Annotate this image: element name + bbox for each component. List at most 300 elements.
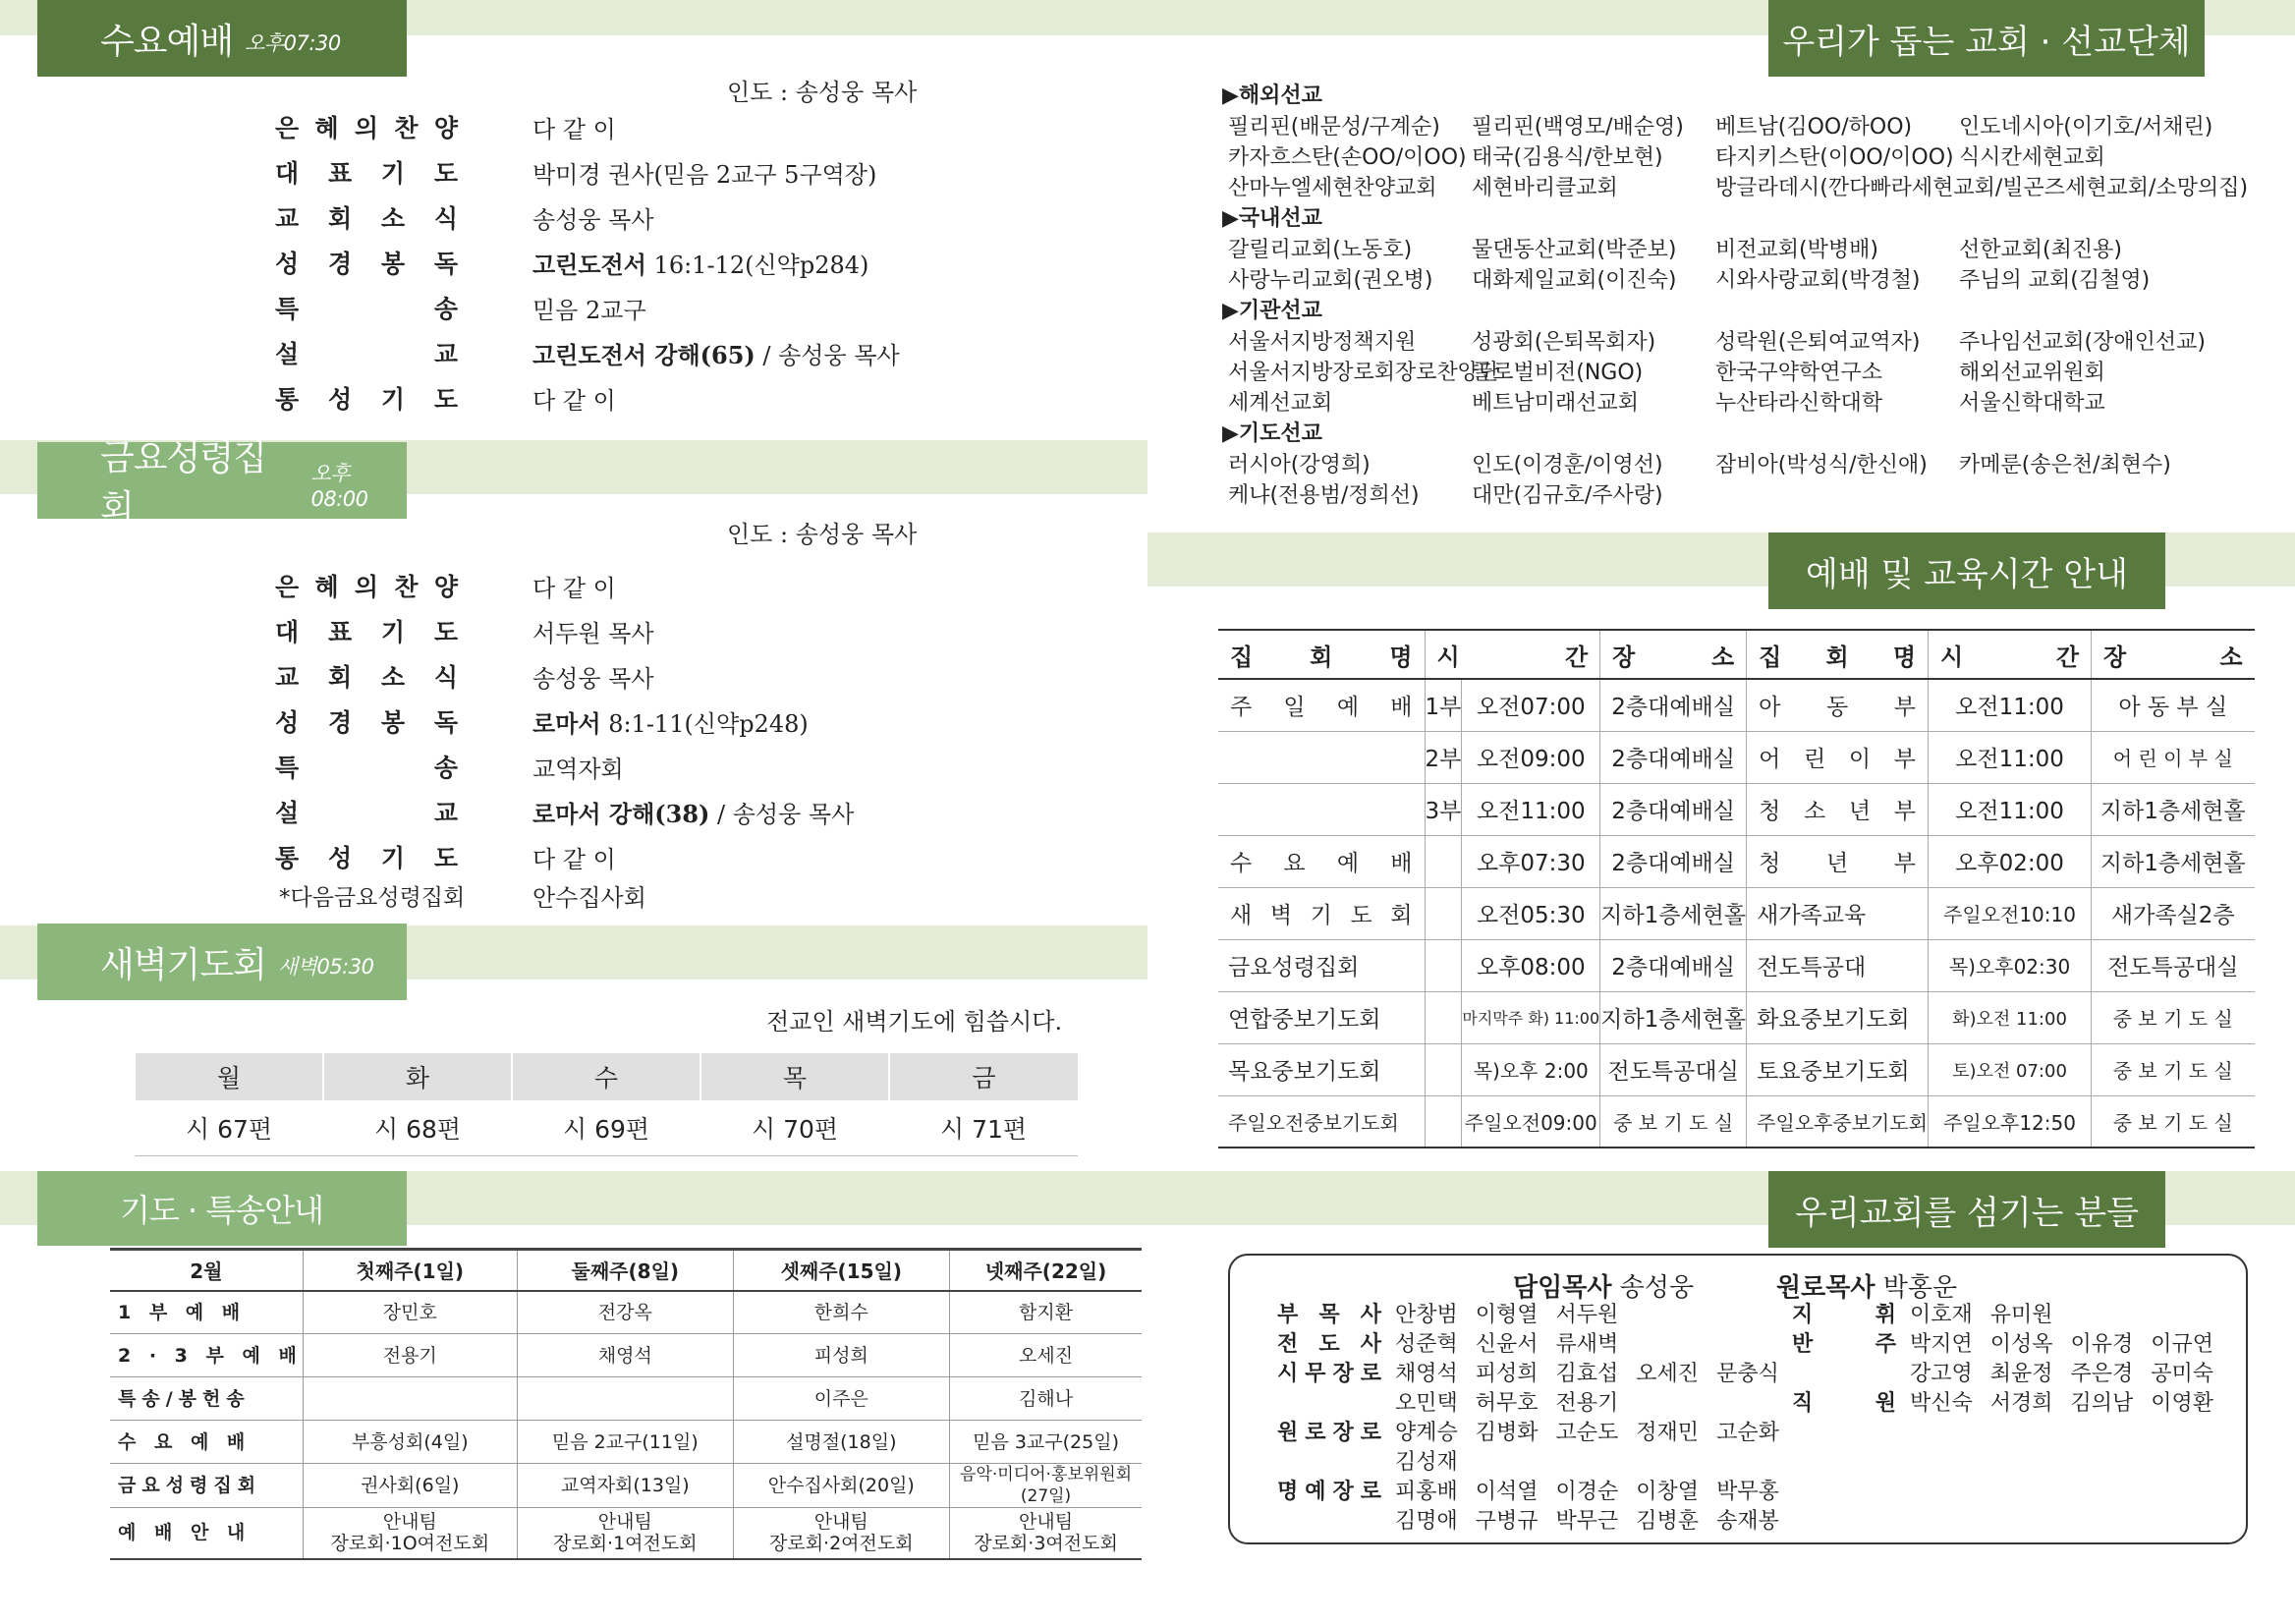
schedule-cell: 오전07:00 (1462, 679, 1600, 731)
schedule-cell: 오전11:00 (1929, 783, 2092, 835)
mission-line (1222, 112, 2295, 142)
cell-text (1218, 845, 1425, 877)
mission-item: 성락원(은퇴여교역자) (1715, 330, 1921, 355)
staff-name: 박무홍 (1716, 1480, 1779, 1504)
table-row (110, 1421, 1142, 1464)
label-char: 소 (380, 663, 406, 692)
staff-name: 이호재 (1910, 1303, 1973, 1327)
mission-item: 서울서지방정책지원 (1228, 330, 1417, 355)
day-header: 수 (512, 1053, 700, 1100)
header-text (1929, 638, 2091, 672)
cell-char: 예 (1336, 851, 1360, 876)
order-value: 고린도전서 강해(65) / 송성웅 목사 (532, 340, 900, 369)
schedule-cell (1425, 991, 1462, 1043)
order-label (275, 613, 458, 648)
schedule-cell: 오후08:00 (1462, 939, 1600, 991)
cell-line: 음악·미디어·홍보위원회 (960, 1465, 1133, 1484)
assignment-cell: 전용기 (303, 1334, 517, 1377)
assignment-cell: 채영석 (517, 1334, 733, 1377)
assignment-cell: 안수집사회(20일) (733, 1464, 949, 1508)
schedule-cell: 오전05:30 (1462, 887, 1600, 939)
staff-name: 전용기 (1555, 1391, 1619, 1416)
header-char: 장 (2103, 643, 2127, 671)
staff-name: 김병화 (1475, 1421, 1539, 1445)
label-char: 은 (275, 114, 300, 142)
label-char: 경 (327, 708, 353, 737)
staff-row (1792, 1389, 2231, 1419)
staff-label (1792, 1301, 1896, 1330)
section-time: 오후08:00 (310, 462, 368, 511)
schedule-header (2092, 630, 2255, 679)
schedule-cell: 화요중보기도회 (1747, 991, 1929, 1043)
schedule-cell: 금요성령집회 (1218, 939, 1425, 991)
label-char: 기 (380, 618, 406, 646)
staff-label (1277, 1419, 1381, 1448)
order-label (275, 839, 458, 874)
label-char: 장 (1332, 1480, 1354, 1504)
schedule-cell: 주일오전중보기도회 (1218, 1095, 1425, 1148)
staff-label (1792, 1330, 1896, 1360)
header-char: 명 (1892, 643, 1916, 671)
staff-names (1910, 1360, 2231, 1389)
schedule-table (1218, 629, 2255, 1148)
schedule-cell: 2부 (1425, 731, 1462, 783)
schedule-cell (1218, 887, 1425, 939)
week-header: 첫째주(1일) (303, 1250, 517, 1291)
staff-name: 주은경 (2070, 1362, 2134, 1386)
order-label (275, 658, 458, 694)
order-row (275, 789, 1022, 834)
friday-order (275, 563, 1022, 879)
staff-name: 류새벽 (1555, 1332, 1619, 1357)
schedule-cell: 3부 (1425, 783, 1462, 835)
schedule-cell: 토)오전 07:00 (1929, 1043, 2092, 1095)
sermon-title: 로마서 강해(38) (532, 799, 710, 828)
order-row (275, 195, 1022, 240)
staff-label (1277, 1448, 1381, 1478)
staff-name: 강고영 (1910, 1362, 1973, 1386)
order-label (275, 109, 458, 144)
label-char: 명 (1277, 1480, 1299, 1504)
label-char: 독 (433, 250, 458, 278)
staff-names (1395, 1330, 1636, 1360)
staff-name: 이규연 (2151, 1332, 2214, 1357)
label-char: 독 (433, 708, 458, 737)
header-char: 소 (1710, 643, 1735, 671)
scripture-book: 로마서 (532, 708, 601, 738)
emeritus-pastor (1776, 1267, 1957, 1304)
reading-cell: 시 70편 (700, 1100, 889, 1155)
staff-names (1910, 1330, 2231, 1360)
label-char: 도 (433, 385, 458, 414)
staff-label (1277, 1478, 1381, 1507)
mission-line (1222, 327, 2295, 358)
staff-box (1228, 1254, 2248, 1544)
label-char: 표 (327, 159, 353, 188)
label-char: 전 (1277, 1332, 1299, 1357)
table-row (1218, 783, 2255, 835)
mission-item: 주나임선교회(장애인선교) (1959, 330, 2206, 355)
schedule-cell: 목)오후02:30 (1929, 939, 2092, 991)
staff-name: 피홍배 (1395, 1480, 1458, 1504)
label-char: 성 (327, 844, 353, 872)
order-label (275, 154, 458, 190)
label-char: 무 (1305, 1362, 1326, 1386)
staff-name: 양계승 (1395, 1421, 1458, 1445)
mission-category: ▶해외선교 (1222, 84, 1322, 108)
header-char: 간 (2055, 643, 2080, 671)
cell-char: 아 (1759, 695, 1781, 721)
table-row (110, 1464, 1142, 1508)
header-char: 소 (2219, 643, 2243, 671)
cell-text (1747, 741, 1928, 773)
staff-name: 문충식 (1716, 1362, 1779, 1386)
mission-item: 케냐(전용범/정희선) (1228, 483, 1420, 508)
schedule-cell (1425, 1043, 1462, 1095)
header-text (1426, 638, 1600, 672)
staff-name: 고순화 (1716, 1421, 1779, 1445)
staff-name: 이석열 (1475, 1480, 1539, 1504)
staff-row (1792, 1330, 2231, 1360)
staff-row (1277, 1389, 1797, 1419)
schedule-cell: 주일오전09:00 (1462, 1095, 1600, 1148)
mission-line (1222, 235, 2295, 265)
mission-line (1222, 388, 2295, 419)
label-char: 성 (275, 250, 300, 278)
table-row (110, 1291, 1142, 1334)
reading-cell: 시 67편 (135, 1100, 323, 1155)
label-char: 찬 (394, 114, 419, 142)
order-row (275, 149, 1022, 195)
label-char: 표 (327, 618, 353, 646)
order-label (275, 290, 458, 325)
label-char: 양 (433, 114, 458, 142)
staff-name: 서두원 (1555, 1303, 1619, 1327)
schedule-cell: 중 보 기 도 실 (1600, 1095, 1747, 1148)
staff-name: 채영석 (1395, 1362, 1458, 1386)
row-label: 금요성령집회 (110, 1464, 303, 1508)
order-label (275, 199, 458, 235)
cell-char: 청 (1759, 851, 1781, 876)
senior-pastor (1513, 1267, 1694, 1304)
schedule-cell (1218, 731, 1425, 783)
order-value: 다 같 이 (532, 845, 616, 873)
cell-char: 예 (1336, 695, 1360, 721)
cell-char: 년 (1848, 799, 1872, 824)
staff-names (1395, 1478, 1797, 1507)
order-value: 송성웅 목사 (532, 664, 654, 693)
label-char: 원 (1277, 1421, 1299, 1445)
staff-name: 정재민 (1636, 1421, 1700, 1445)
order-value: 다 같 이 (532, 386, 616, 415)
staff-names (1910, 1301, 2071, 1330)
label-char: 반 (1792, 1332, 1814, 1357)
label-char: 송 (433, 295, 458, 323)
cell-line: 안내팀 (597, 1511, 652, 1534)
cell-text (1747, 793, 1928, 825)
label-char: 설 (275, 340, 300, 368)
assignment-cell: 믿음 2교구(11일) (517, 1421, 733, 1464)
staff-name: 김효섭 (1555, 1362, 1619, 1386)
header-char: 집 (1230, 643, 1254, 671)
staff-label (1277, 1507, 1381, 1537)
staff-name: 송재봉 (1716, 1509, 1779, 1534)
schedule-cell: 토요중보기도회 (1747, 1043, 1929, 1095)
mission-item: 갈릴리교회(노동호) (1228, 238, 1413, 262)
mission-item (2226, 173, 2295, 203)
staff-name: 오세진 (1636, 1362, 1700, 1386)
order-value: 교역자회 (532, 755, 624, 783)
cell-char: 배 (1390, 695, 1413, 721)
mission-item: 서울신학대학교 (1959, 391, 2105, 416)
staff-label (1277, 1360, 1381, 1389)
service-leader: 인도 : 송성웅 목사 (727, 79, 918, 106)
label-char: 회 (327, 663, 353, 692)
assignment-cell (303, 1377, 517, 1421)
assignment-cell: 권사회(6일) (303, 1464, 517, 1508)
label-char: 송 (433, 754, 458, 782)
right-page (1148, 0, 2295, 1624)
assignment-cell (949, 1508, 1142, 1559)
next-value: 안수집사회 (532, 883, 646, 912)
schedule-cell: 오전09:00 (1462, 731, 1600, 783)
label-char: 대 (275, 618, 300, 646)
staff-name: 피성희 (1475, 1362, 1539, 1386)
label-char: 직 (1792, 1391, 1814, 1416)
label-char: 혜 (314, 114, 339, 142)
schedule-cell (1425, 1095, 1462, 1148)
mission-item: 성광회(은퇴목회자) (1472, 330, 1656, 355)
reading-cell: 시 71편 (889, 1100, 1078, 1155)
sermon-title: 고린도전서 강해(65) (532, 340, 756, 369)
header-char: 회 (1310, 643, 1333, 671)
schedule-cell: 주일오전10:10 (1929, 887, 2092, 939)
cell-line: (27일) (1020, 1486, 1072, 1506)
staff-right-column (1792, 1301, 2231, 1419)
section-title: 금요성령집회 (100, 438, 266, 529)
label-char: 로 (1305, 1421, 1326, 1445)
staff-name: 성준혁 (1395, 1332, 1458, 1357)
staff-name: 허무호 (1475, 1391, 1539, 1416)
mission-category: ▶기도선교 (1222, 421, 1322, 446)
staff-name: 이창열 (1636, 1480, 1700, 1504)
table-row (1218, 887, 2255, 939)
label-char: 설 (275, 799, 300, 827)
mission-item: 사랑누리교회(권오병) (1228, 268, 1433, 293)
mission-item: 필리핀(백영모/배순영) (1472, 115, 1684, 140)
label-char: 부 (1277, 1303, 1299, 1327)
mission-item: 베트남미래선교회 (1472, 391, 1640, 416)
label-char: 양 (433, 573, 458, 601)
schedule-cell (1747, 835, 1929, 887)
staff-row (1277, 1360, 1797, 1389)
label-char: 봉 (380, 708, 406, 737)
cell-text (1218, 689, 1425, 721)
label-char: 사 (1360, 1332, 1381, 1357)
missions-list (1222, 81, 2295, 511)
mission-line (1222, 358, 2295, 388)
cell-char: 도 (1350, 903, 1372, 928)
dawn-section-tag (37, 924, 407, 1000)
label-char: 사 (1360, 1303, 1381, 1327)
staff-name: 박신숙 (1910, 1391, 1973, 1416)
assignment-cell: 설명절(18일) (733, 1421, 949, 1464)
section-title: 기도 · 특송안내 (120, 1192, 323, 1229)
staff-row (1792, 1360, 2231, 1389)
table-row (110, 1377, 1142, 1421)
header-text (1747, 638, 1928, 672)
cell-line: 장로회·1여전도회 (552, 1533, 698, 1555)
schedule-cell: 2층대예배실 (1600, 939, 1747, 991)
cell-text (1747, 845, 1928, 877)
label-char: 로 (1360, 1480, 1381, 1504)
day-header: 금 (889, 1053, 1078, 1100)
order-row (275, 285, 1022, 330)
label-char: 지 (1792, 1303, 1814, 1327)
header-text (1600, 638, 1746, 672)
order-row (275, 608, 1022, 653)
schedule-cell (1425, 835, 1462, 887)
assignment-cell: 김해나 (949, 1377, 1142, 1421)
label-char: 통 (275, 385, 300, 414)
mission-item: 타지키스탄(이OO/이OO) (1715, 145, 1954, 170)
assignment-cell: 함지환 (949, 1291, 1142, 1334)
next-label: *다음금요성령집회 (279, 884, 466, 911)
label-char: 장 (1332, 1421, 1354, 1445)
label-char: 식 (433, 204, 458, 233)
order-value: 송성웅 목사 (532, 205, 654, 234)
table-row (1218, 1043, 2255, 1095)
mission-item: 누산타라신학대학 (1715, 391, 1883, 416)
label-char: 교 (433, 340, 458, 368)
day-header: 화 (323, 1053, 512, 1100)
staff-label (1277, 1330, 1381, 1360)
staff-name: 구병규 (1475, 1509, 1539, 1534)
label-char: 도 (433, 844, 458, 872)
schedule-cell: 아 동 부 실 (2092, 679, 2255, 731)
label-char: 로 (1360, 1362, 1381, 1386)
cell-line: 장로회·1O여전도회 (330, 1533, 490, 1555)
staff-name: 이형열 (1475, 1303, 1539, 1327)
wednesday-section-tag (37, 0, 407, 77)
mission-item: 인도(이경훈/이영선) (1472, 453, 1663, 477)
staff-name: 김의남 (2070, 1391, 2134, 1416)
label-char: 혜 (314, 573, 339, 601)
mission-item: 베트남(김OO/하OO) (1715, 115, 1913, 140)
day-header: 목 (700, 1053, 889, 1100)
staff-name: 서경희 (1989, 1391, 2053, 1416)
schedule-cell: 전도특공대 (1747, 939, 1929, 991)
order-row (275, 744, 1022, 789)
label-char: 특 (275, 295, 300, 323)
cell-line: 안내팀 (382, 1511, 437, 1534)
label-char: 도 (433, 618, 458, 646)
schedule-cell: 2층대예배실 (1600, 783, 1747, 835)
assignment-cell: 오세진 (949, 1334, 1142, 1377)
order-row (275, 375, 1022, 420)
order-row (275, 653, 1022, 699)
cell-char: 기 (1310, 903, 1332, 928)
mission-item: 대화제일교회(이진숙) (1472, 268, 1677, 293)
friday-section-tag (37, 438, 407, 529)
schedule-cell: 마지막주 화) 11:00 (1462, 991, 1600, 1043)
cell-char: 수 (1230, 851, 1253, 876)
mission-item: 세현바리클교회 (1472, 176, 1618, 200)
reading-cell: 시 68편 (323, 1100, 512, 1155)
staff-row (1277, 1448, 1797, 1478)
mission-item: 카자흐스탄(손OO/이OO) (1228, 145, 1467, 170)
assignment-cell: 믿음 3교구(25일) (949, 1421, 1142, 1464)
next-friday-note (275, 872, 1022, 918)
schedule-cell: 오전11:00 (1462, 783, 1600, 835)
cell-char: 소 (1804, 799, 1826, 824)
staff-row (1277, 1419, 1797, 1448)
staff-label (1277, 1301, 1381, 1330)
label-char: 장 (1332, 1362, 1354, 1386)
mission-line (1222, 450, 2295, 480)
order-label (275, 703, 458, 739)
staff-name: 박무근 (1555, 1509, 1619, 1534)
mission-item: 주님의 교회(김철영) (1959, 268, 2151, 293)
label-char: 소 (380, 204, 406, 233)
cell-char: 부 (1893, 851, 1916, 876)
schedule-cell: 1부 (1425, 679, 1462, 731)
staff-name: 박지연 (1910, 1332, 1973, 1357)
table-row (1218, 1095, 2255, 1148)
dawn-readings-table (134, 1053, 1078, 1156)
order-value: 로마서 강해(38) / 송성웅 목사 (532, 799, 855, 828)
table-row (1218, 679, 2255, 731)
order-label (275, 245, 458, 280)
order-row (275, 240, 1022, 285)
label-char: 대 (275, 159, 300, 188)
emeritus-name: 박홍운 (1882, 1273, 1958, 1303)
label-char: 봉 (380, 250, 406, 278)
label-char: 도 (1318, 1332, 1340, 1357)
section-title: 우리교회를 섬기는 분들 (1794, 1193, 2140, 1233)
section-title: 우리가 돕는 교회 · 선교단체 (1782, 22, 2191, 62)
row-label: 예 배 안 내 (110, 1508, 303, 1559)
staff-names (1910, 1389, 2231, 1419)
schedule-cell: 화)오전 11:00 (1929, 991, 2092, 1043)
section-title: 예배 및 교육시간 안내 (1805, 554, 2129, 594)
label-char: 주 (1875, 1332, 1896, 1357)
staff-left-column (1277, 1301, 1797, 1537)
assignment-cell: 장민호 (303, 1291, 517, 1334)
mission-item: 잠비아(박성식/한신애) (1715, 453, 1928, 477)
mission-item: 인도네시아(이기호/서채린) (1959, 115, 2213, 140)
schedule-cell: 오후02:00 (1929, 835, 2092, 887)
mission-item: 산마누엘세현찬양교회 (1228, 176, 1437, 200)
header-char: 집 (1759, 643, 1782, 671)
schedule-cell: 지하1층세현홀 (1600, 887, 1747, 939)
label-char: 찬 (394, 573, 419, 601)
reading-cell: 시 69편 (512, 1100, 700, 1155)
cell-char: 청 (1759, 799, 1781, 824)
cell-char: 일 (1283, 695, 1306, 721)
staff-name: 이성옥 (1989, 1332, 2053, 1357)
schedule-cell: 목요중보기도회 (1218, 1043, 1425, 1095)
table-row (1218, 835, 2255, 887)
mission-item: 대만(김규호/주사랑) (1472, 483, 1663, 508)
assignment-cell: 전강옥 (517, 1291, 733, 1334)
staff-name: 이영환 (2151, 1391, 2214, 1416)
mission-item (1959, 480, 2203, 511)
row-label: 특송/봉헌송 (110, 1377, 303, 1421)
schedule-cell: 오전11:00 (1929, 731, 2092, 783)
assignment-cell: 교역자회(13일) (517, 1464, 733, 1508)
schedule-cell (1425, 939, 1462, 991)
